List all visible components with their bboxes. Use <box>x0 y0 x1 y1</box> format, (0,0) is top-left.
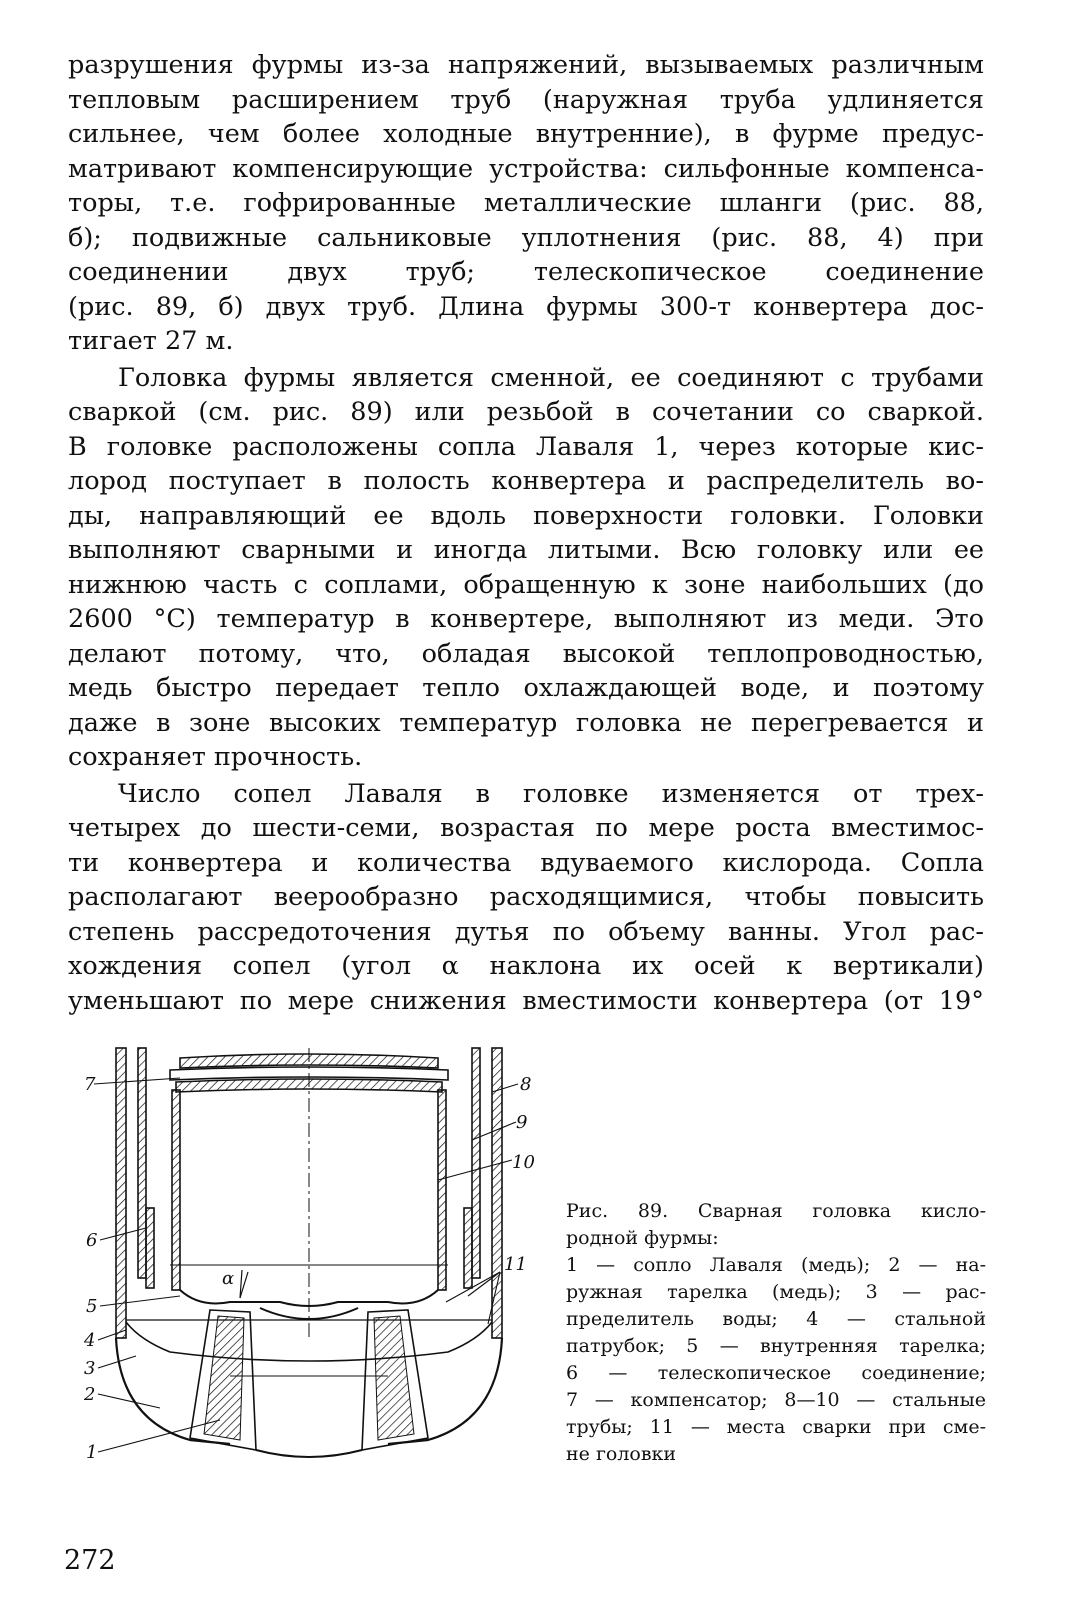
text-line: выполняют сварными и иногда литыми. Всю головку или ее <box>68 535 984 565</box>
figure-caption <box>566 1198 986 1468</box>
laval-nozzle-left-wall <box>204 1316 244 1440</box>
text-line: соединении двух труб; телескопическое соединение <box>68 257 984 287</box>
caption-line: 1 — сопло Лаваля (медь); 2 — на- <box>566 1254 986 1276</box>
text-line: торы, т.е. гофрированные металлические шланги (рис. 88, <box>68 188 984 218</box>
text-line: ти конвертера и количества вдуваемого кислорода. Сопла <box>68 847 984 878</box>
outer-tube-left-wall <box>116 1048 126 1338</box>
leader-7 <box>94 1078 180 1084</box>
label-4: 4 <box>84 1330 96 1351</box>
text-line: хождения сопел (угол α наклона их осей к вертикали) <box>68 951 984 981</box>
label-3: 3 <box>84 1358 96 1379</box>
paragraph-2 <box>68 361 984 775</box>
inner-tube-right-wall <box>438 1090 446 1290</box>
outer-plate <box>116 1338 502 1444</box>
oxygen-lance-head-drawing <box>80 1040 540 1470</box>
text-line: делают потому, что, обладая высокой теплопроводностью, <box>68 638 984 669</box>
label-6: 6 <box>86 1230 98 1251</box>
body-text <box>68 48 984 1018</box>
label-8: 8 <box>520 1074 532 1095</box>
laval-nozzle-right-wall <box>374 1316 414 1440</box>
text-line: четырех до шести-семи, возрастая по мере роста вместимос- <box>68 813 984 843</box>
text-line: тепловым расширением труб (наружная труба удлиняется <box>68 84 984 115</box>
label-10: 10 <box>512 1152 535 1173</box>
text-line: тигает 27 м. <box>68 326 234 356</box>
text-line: сохраняет прочность. <box>68 742 363 772</box>
text-line: даже в зоне высоких температур головка не перегревается и <box>68 707 984 738</box>
text-line: Число сопел Лаваля в головке изменяется от трех- <box>118 778 984 809</box>
text-line: сильнее, чем более холодные внутренние), в фурме предус- <box>68 119 984 149</box>
caption-line: Рис. 89. Сварная головка кисло- <box>566 1200 986 1222</box>
paragraph-1 <box>68 48 984 359</box>
nozzle-bridge <box>256 1450 362 1457</box>
label-5: 5 <box>86 1296 98 1317</box>
text-line: разрушения фурмы из-за напряжений, вызываемых различным <box>68 50 984 80</box>
text-line: сваркой (см. рис. 89) или резьбой в сочетании со сваркой. <box>68 397 984 427</box>
text-line: 2600 °С) температур в конвертере, выполняют из меди. Это <box>68 604 984 634</box>
leader-5 <box>100 1296 180 1306</box>
text-line: ды, направляющий ее вдоль поверхности головки. Головки <box>68 500 984 531</box>
text-line: б); подвижные сальниковые уплотнения (рис. 88, 4) при <box>68 222 984 253</box>
label-alpha: α <box>222 1268 235 1289</box>
label-1: 1 <box>86 1442 98 1463</box>
telescopic-joint-right <box>464 1208 472 1288</box>
middle-tube-right-wall <box>472 1048 480 1278</box>
inner-tube-left-wall <box>172 1090 180 1290</box>
leader-2 <box>98 1394 160 1408</box>
label-11: 11 <box>504 1254 527 1275</box>
paragraph-3 <box>68 777 984 1019</box>
label-9: 9 <box>516 1112 528 1133</box>
caption-line: ружная тарелка (медь); 3 — рас- <box>566 1281 986 1303</box>
caption-line: родной фурмы: <box>566 1227 719 1249</box>
caption-line: пределитель воды; 4 — стальной <box>566 1308 986 1330</box>
middle-tube-left-wall <box>138 1048 146 1278</box>
text-line: располагают веерообразно расходящимися, чтобы повысить <box>68 882 984 912</box>
text-line: матривают компенсирующие устройства: сильфонные компенса- <box>68 153 984 184</box>
text-line: Головка фурмы является сменной, ее соединяют с трубами <box>118 362 984 393</box>
text-line: степень рассредоточения дутья по объему ванны. Угол рас- <box>68 916 984 947</box>
text-line: (рис. 89, б) двух труб. Длина фурмы 300-т конвертера дос- <box>68 291 984 322</box>
text-line: лород поступает в полость конвертера и распределитель во- <box>68 466 984 496</box>
caption-line: 7 — компенсатор; 8—10 — стальные <box>566 1389 986 1411</box>
caption-line: трубы; 11 — места сварки при сме- <box>566 1416 986 1438</box>
text-line: В головке расположены сопла Лаваля 1, через которые кис- <box>68 431 984 462</box>
technical-drawing <box>80 1040 540 1470</box>
caption-line: не головки <box>566 1443 677 1465</box>
page-number: 272 <box>64 1545 116 1576</box>
text-line: нижнюю часть с соплами, обращенную к зоне наибольших (до <box>68 569 984 600</box>
label-2: 2 <box>84 1384 96 1405</box>
text-line: медь быстро передает тепло охлаждающей воде, и поэтому <box>68 673 984 703</box>
telescopic-joint-left <box>146 1208 154 1288</box>
caption-line: патрубок; 5 — внутренняя тарелка; <box>566 1335 986 1357</box>
text-line: уменьшают по мере снижения вместимости конвертера (от 19° <box>68 985 984 1016</box>
caption-line: 6 — телескопическое соединение; <box>566 1362 986 1384</box>
label-7: 7 <box>84 1074 96 1095</box>
